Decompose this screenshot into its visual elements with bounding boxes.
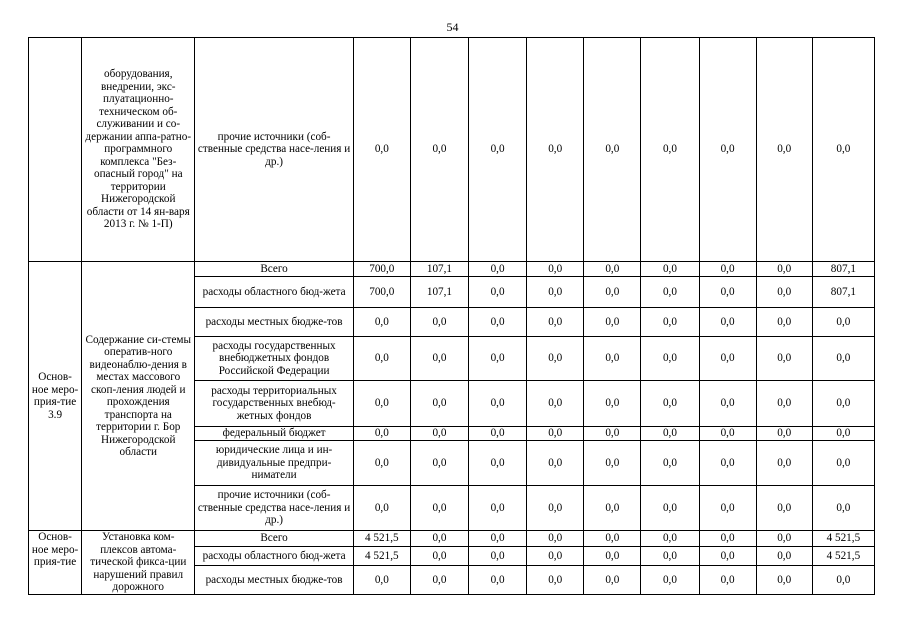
value-cell: 0,0 xyxy=(756,546,812,565)
value-cell: 4 521,5 xyxy=(353,546,410,565)
value-cell: 0,0 xyxy=(699,486,756,531)
funding-source-cell: прочие источники (соб-ственные средства насе-ления и др.) xyxy=(195,38,353,262)
value-cell: 0,0 xyxy=(353,308,410,337)
total-value-cell: 0,0 xyxy=(812,308,874,337)
funding-source-cell: федеральный бюджет xyxy=(195,427,353,441)
table-row xyxy=(29,531,875,547)
value-cell: 0,0 xyxy=(527,337,584,381)
value-cell: 0,0 xyxy=(699,531,756,547)
value-cell: 0,0 xyxy=(756,441,812,486)
value-cell: 0,0 xyxy=(584,262,641,277)
value-cell: 0,0 xyxy=(756,531,812,547)
value-cell: 0,0 xyxy=(469,38,527,262)
value-cell: 0,0 xyxy=(641,486,699,531)
value-cell: 0,0 xyxy=(353,441,410,486)
event-description-cell: оборудования, внедрении, экс-плуатационно-техническом об-служивании и со-держании аппа-ратно-программного комплекса "Без-опасный город" на территории Нижегородской области от 14 ян-варя 2013 г. № 1-П) xyxy=(82,38,195,262)
total-value-cell: 0,0 xyxy=(812,337,874,381)
funding-source-cell: юридические лица и ин-дивидуальные предпри-ниматели xyxy=(195,441,353,486)
value-cell: 0,0 xyxy=(641,546,699,565)
value-cell: 0,0 xyxy=(527,381,584,427)
value-cell: 0,0 xyxy=(469,381,527,427)
value-cell: 0,0 xyxy=(469,277,527,308)
funding-table xyxy=(28,37,875,595)
value-cell: 0,0 xyxy=(641,381,699,427)
total-value-cell: 0,0 xyxy=(812,441,874,486)
value-cell: 0,0 xyxy=(469,308,527,337)
value-cell: 0,0 xyxy=(527,427,584,441)
total-value-cell: 0,0 xyxy=(812,427,874,441)
value-cell: 0,0 xyxy=(699,277,756,308)
value-cell: 0,0 xyxy=(469,486,527,531)
value-cell: 0,0 xyxy=(699,381,756,427)
value-cell: 0,0 xyxy=(756,486,812,531)
value-cell: 0,0 xyxy=(353,427,410,441)
total-value-cell: 0,0 xyxy=(812,381,874,427)
value-cell: 0,0 xyxy=(641,531,699,547)
value-cell: 0,0 xyxy=(353,337,410,381)
value-cell: 0,0 xyxy=(527,566,584,594)
value-cell: 0,0 xyxy=(584,38,641,262)
value-cell: 0,0 xyxy=(699,441,756,486)
event-cell: Основ-ное меро-прия-тие xyxy=(29,531,82,595)
funding-source-cell: расходы областного бюд-жета xyxy=(195,277,353,308)
value-cell: 0,0 xyxy=(527,277,584,308)
total-value-cell: 807,1 xyxy=(812,277,874,308)
funding-source-cell: расходы государственных внебюджетных фондов Российской Федерации xyxy=(195,337,353,381)
value-cell: 0,0 xyxy=(641,308,699,337)
value-cell: 0,0 xyxy=(469,566,527,594)
event-cell xyxy=(29,38,82,262)
value-cell: 0,0 xyxy=(584,486,641,531)
funding-source-cell: расходы местных бюдже-тов xyxy=(195,566,353,594)
value-cell: 0,0 xyxy=(584,308,641,337)
value-cell: 0,0 xyxy=(641,441,699,486)
value-cell: 0,0 xyxy=(641,427,699,441)
value-cell: 0,0 xyxy=(410,546,468,565)
value-cell: 0,0 xyxy=(410,381,468,427)
total-value-cell: 0,0 xyxy=(812,38,874,262)
value-cell: 0,0 xyxy=(756,277,812,308)
value-cell: 0,0 xyxy=(527,546,584,565)
value-cell: 0,0 xyxy=(699,546,756,565)
value-cell: 0,0 xyxy=(584,427,641,441)
value-cell: 0,0 xyxy=(756,308,812,337)
value-cell: 0,0 xyxy=(469,262,527,277)
value-cell: 0,0 xyxy=(353,566,410,594)
value-cell: 0,0 xyxy=(699,427,756,441)
value-cell: 0,0 xyxy=(410,441,468,486)
funding-source-cell: расходы территориальных государственных внебюд-жетных фондов xyxy=(195,381,353,427)
value-cell: 0,0 xyxy=(527,531,584,547)
value-cell: 0,0 xyxy=(641,277,699,308)
funding-source-cell: Всего xyxy=(195,262,353,277)
value-cell: 0,0 xyxy=(756,337,812,381)
total-value-cell: 4 521,5 xyxy=(812,531,874,547)
funding-source-cell: прочие источники (соб-ственные средства насе-ления и др.) xyxy=(195,486,353,531)
value-cell: 0,0 xyxy=(469,531,527,547)
value-cell: 0,0 xyxy=(527,308,584,337)
total-value-cell: 0,0 xyxy=(812,566,874,594)
value-cell: 0,0 xyxy=(584,441,641,486)
value-cell: 0,0 xyxy=(410,531,468,547)
total-value-cell: 807,1 xyxy=(812,262,874,277)
value-cell: 700,0 xyxy=(353,262,410,277)
value-cell: 0,0 xyxy=(353,38,410,262)
value-cell: 0,0 xyxy=(756,566,812,594)
value-cell: 0,0 xyxy=(699,308,756,337)
value-cell: 0,0 xyxy=(584,337,641,381)
event-description-cell: Установка ком-плексов автома-тической фикса-ции нарушений правил дорожного xyxy=(82,531,195,595)
value-cell: 0,0 xyxy=(584,381,641,427)
value-cell: 0,0 xyxy=(699,337,756,381)
value-cell: 0,0 xyxy=(527,262,584,277)
event-cell: Основ-ное меро-прия-тие 3.9 xyxy=(29,262,82,531)
value-cell: 0,0 xyxy=(641,566,699,594)
value-cell: 4 521,5 xyxy=(353,531,410,547)
value-cell: 0,0 xyxy=(641,38,699,262)
value-cell: 0,0 xyxy=(756,262,812,277)
value-cell: 0,0 xyxy=(699,566,756,594)
value-cell: 0,0 xyxy=(410,308,468,337)
value-cell: 0,0 xyxy=(756,427,812,441)
value-cell: 0,0 xyxy=(410,427,468,441)
value-cell: 0,0 xyxy=(469,546,527,565)
value-cell: 0,0 xyxy=(584,277,641,308)
funding-source-cell: расходы областного бюд-жета xyxy=(195,546,353,565)
total-value-cell: 4 521,5 xyxy=(812,546,874,565)
value-cell: 0,0 xyxy=(756,38,812,262)
value-cell: 0,0 xyxy=(584,531,641,547)
funding-source-cell: расходы местных бюдже-тов xyxy=(195,308,353,337)
value-cell: 0,0 xyxy=(353,381,410,427)
value-cell: 0,0 xyxy=(410,337,468,381)
value-cell: 0,0 xyxy=(584,546,641,565)
value-cell: 0,0 xyxy=(410,486,468,531)
value-cell: 0,0 xyxy=(527,441,584,486)
value-cell: 0,0 xyxy=(469,427,527,441)
value-cell: 0,0 xyxy=(584,566,641,594)
value-cell: 0,0 xyxy=(756,381,812,427)
page-number: 54 xyxy=(446,20,459,34)
value-cell: 700,0 xyxy=(353,277,410,308)
value-cell: 107,1 xyxy=(410,277,468,308)
table-row xyxy=(29,262,875,277)
table-row xyxy=(29,38,875,262)
value-cell: 0,0 xyxy=(527,38,584,262)
value-cell: 0,0 xyxy=(641,262,699,277)
value-cell: 0,0 xyxy=(527,486,584,531)
value-cell: 0,0 xyxy=(469,337,527,381)
value-cell: 0,0 xyxy=(410,38,468,262)
value-cell: 0,0 xyxy=(699,262,756,277)
value-cell: 0,0 xyxy=(410,566,468,594)
funding-source-cell: Всего xyxy=(195,531,353,547)
value-cell: 0,0 xyxy=(469,441,527,486)
value-cell: 0,0 xyxy=(353,486,410,531)
total-value-cell: 0,0 xyxy=(812,486,874,531)
value-cell: 0,0 xyxy=(641,337,699,381)
event-description-cell: Содержание си-стемы оператив-ного видеонаблю-дения в местах массового скоп-ления людей и прохождения транспорта на территории г. Бор Нижегородской области xyxy=(82,262,195,531)
value-cell: 0,0 xyxy=(699,38,756,262)
value-cell: 107,1 xyxy=(410,262,468,277)
